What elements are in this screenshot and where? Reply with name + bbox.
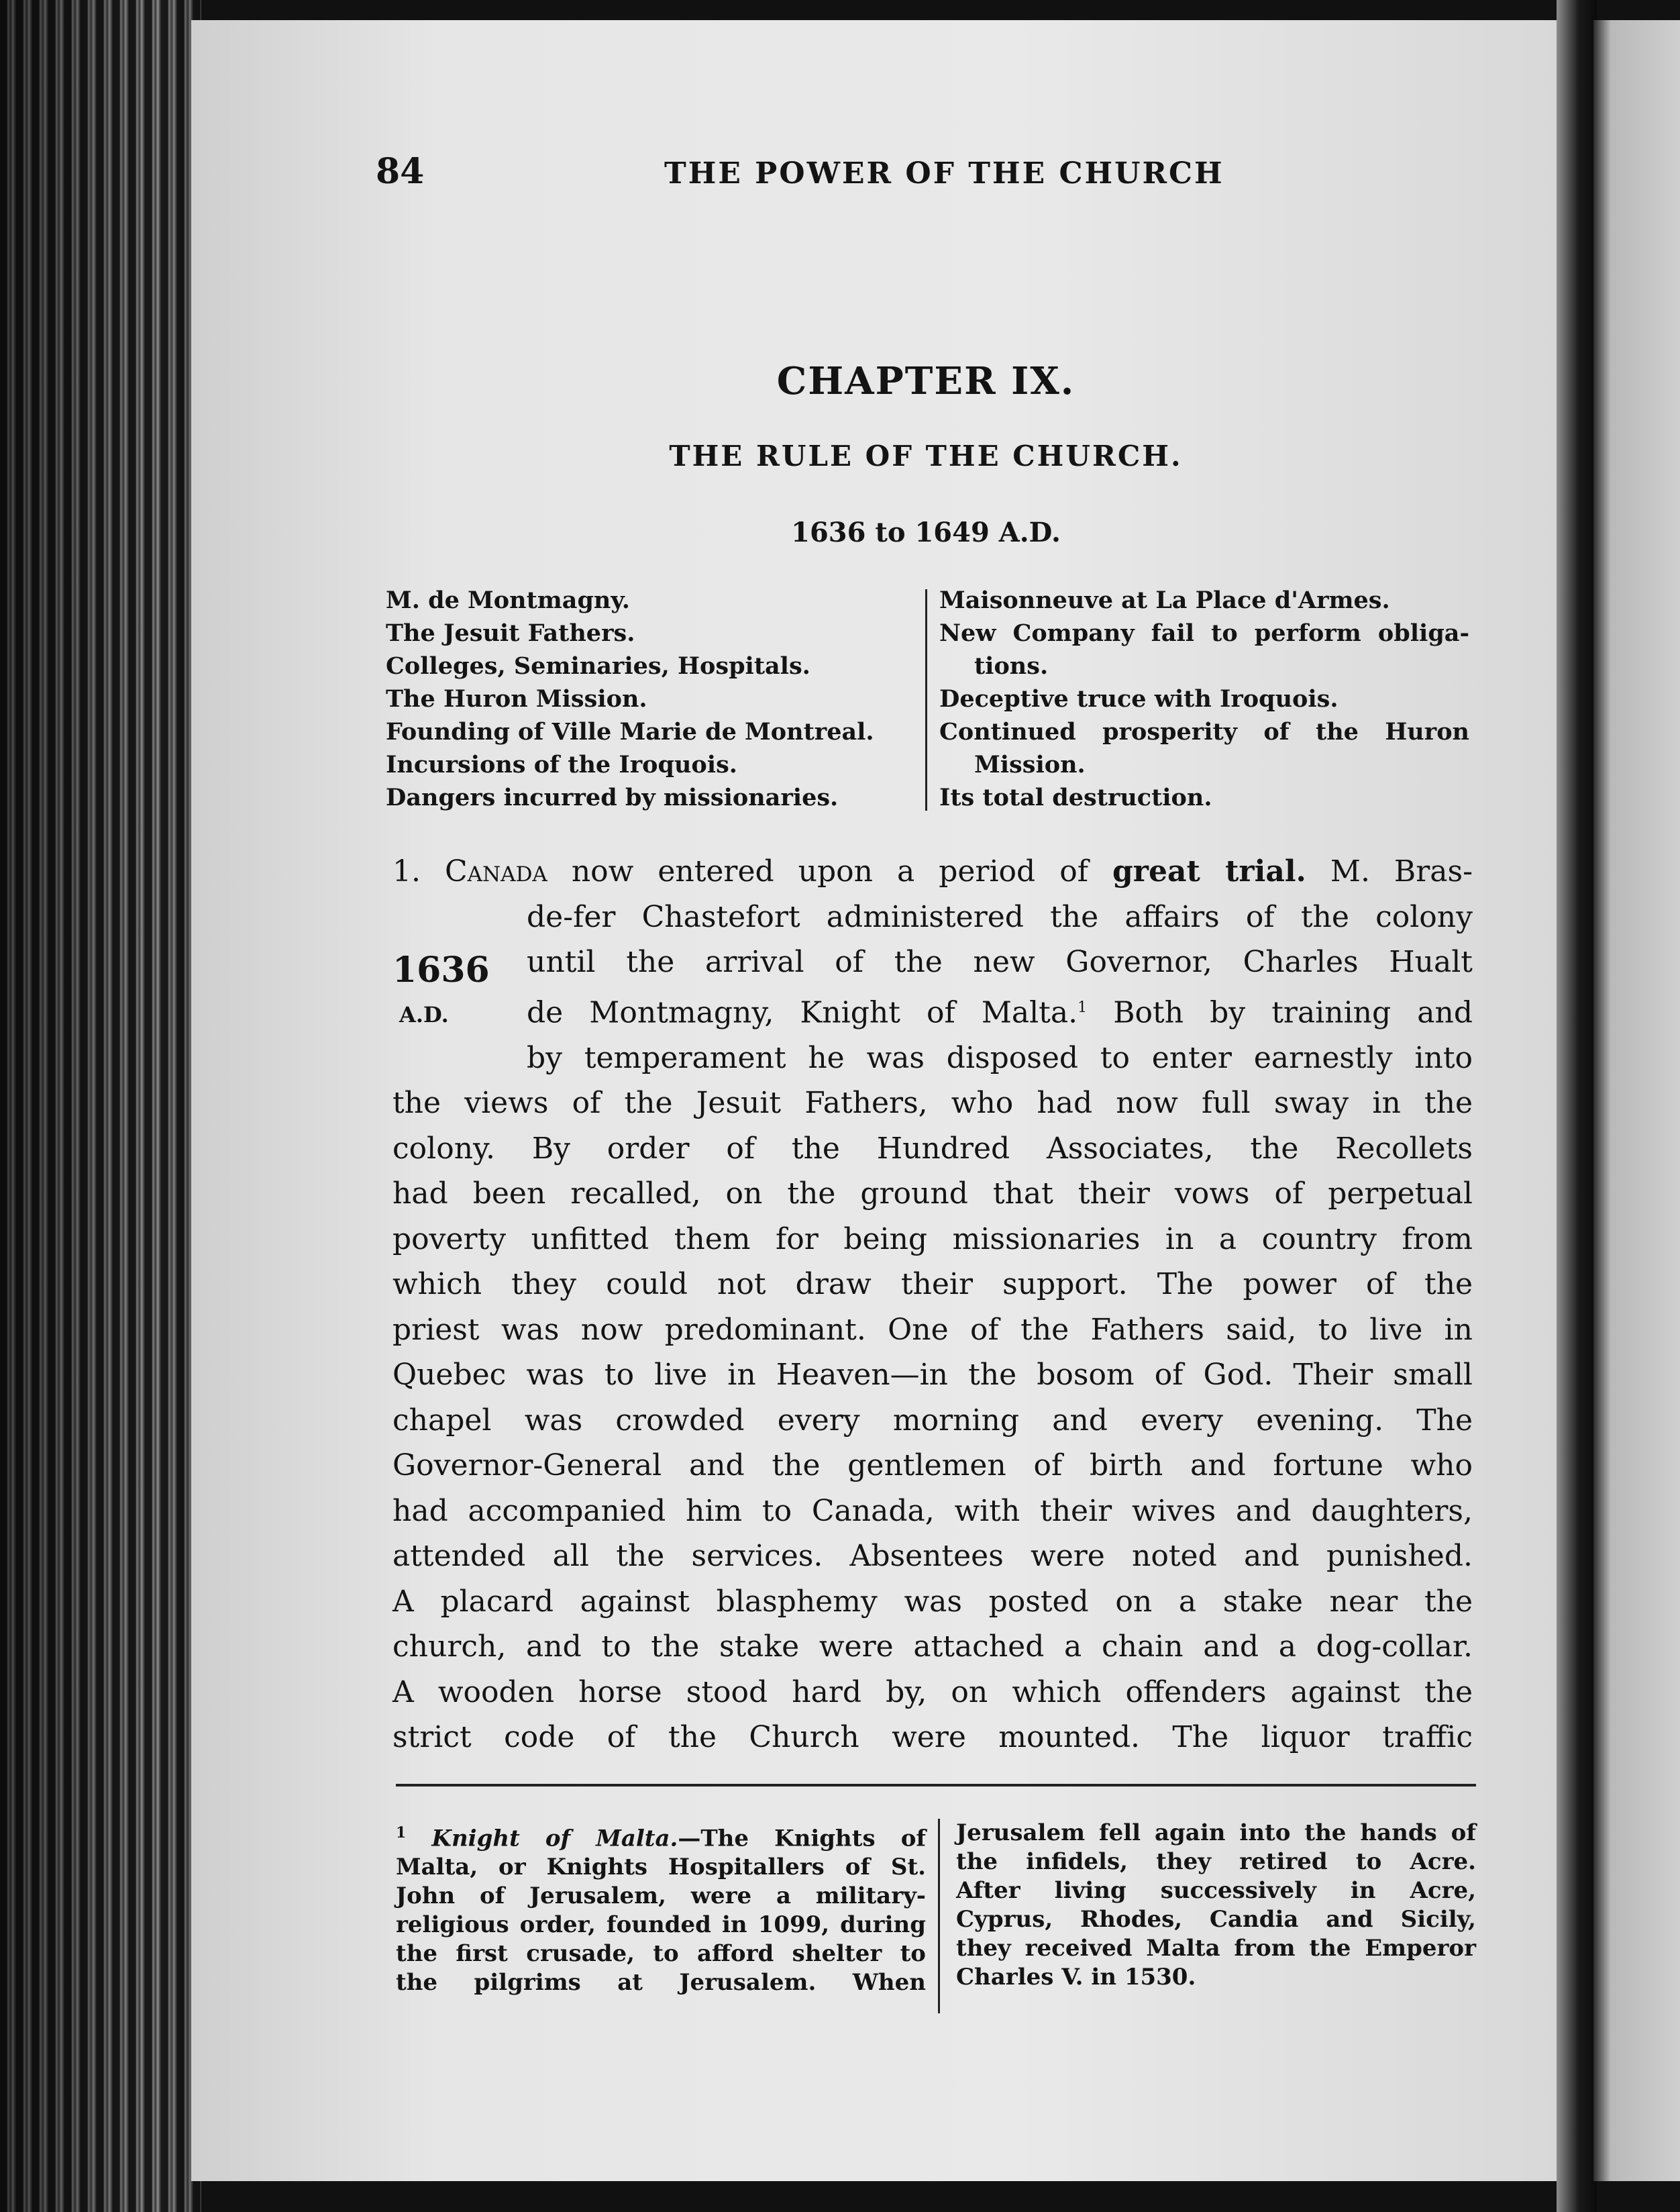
footnote-line: religious order, founded in 1099, during <box>396 1911 926 1939</box>
paragraph-line: 1. Canada now entered upon a period of great trial. M. Bras- <box>392 854 1473 889</box>
paragraph-line: strict code of the Church were mounted. The liquor traffic <box>392 1720 1473 1755</box>
paragraph-line: priest was now predominant. One of the Fathers said, to live in <box>392 1312 1473 1347</box>
paragraph-line: poverty unfitted them for being missionaries in a country from <box>392 1221 1473 1256</box>
paragraph-line: by temperament he was disposed to enter earnestly into <box>527 1040 1473 1075</box>
topics-divider <box>925 589 927 811</box>
chapter-title: THE RULE OF THE CHURCH. <box>669 440 1183 472</box>
running-title: THE POWER OF THE CHURCH <box>664 156 1224 191</box>
topic-item: Founding of Ville Marie de Montreal. <box>386 718 874 746</box>
topic-item: Its total destruction. <box>939 784 1212 811</box>
book-page-edges <box>0 0 201 2212</box>
topic-item-continued: Mission. <box>974 751 1086 778</box>
paragraph-number: 1. <box>392 854 421 889</box>
paragraph-line: de Montmagny, Knight of Malta.$^1$ Both by training and <box>527 995 1473 1030</box>
topic-item: New Company fail to perform obliga- <box>939 619 1469 647</box>
running-head <box>376 151 1355 211</box>
paragraph-line: until the arrival of the new Governor, Charles Hualt <box>527 945 1473 979</box>
paragraph-line: the views of the Jesuit Fathers, who had now full sway in the <box>392 1086 1473 1121</box>
paragraph-line: de-fer Chastefort administered the affairs of the colony <box>527 899 1473 934</box>
topic-item: Deceptive truce with Iroquois. <box>939 685 1338 713</box>
margin-era: A.D. <box>399 1002 449 1027</box>
footnote-line: After living successively in Acre, <box>956 1877 1476 1904</box>
footnote-right-column <box>956 1819 1476 1992</box>
body-paragraph <box>392 849 1473 1760</box>
footnote-divider <box>938 1819 940 2013</box>
footnote-left-column <box>396 1819 926 1997</box>
footnote-line: the infidels, they retired to Acre. <box>956 1848 1476 1875</box>
footnote-line: they received Malta from the Emperor <box>956 1935 1476 1962</box>
topic-item: The Huron Mission. <box>386 685 647 713</box>
footnote-line: the pilgrims at Jerusalem. When <box>396 1969 926 1997</box>
margin-year: 1636 <box>392 950 490 991</box>
topics-right-column <box>939 584 1469 814</box>
chapter-topics <box>386 584 1469 812</box>
footnote-line: Charles V. in 1530. <box>956 1964 1196 1991</box>
topic-item: Maisonneuve at La Place d'Armes. <box>939 587 1390 614</box>
paragraph-lead-word: Canada <box>445 854 547 889</box>
paragraph-line: had been recalled, on the ground that their vows of perpetual <box>392 1176 1473 1211</box>
paragraph-line: colony. By order of the Hundred Associates, the Recollets <box>392 1131 1473 1166</box>
footnote <box>396 1819 1476 2020</box>
facing-page-edge <box>1593 20 1680 2181</box>
paragraph-line: church, and to the stake were attached a chain and a dog-collar. <box>392 1629 1473 1664</box>
footnote-line: Jerusalem fell again into the hands of <box>956 1819 1476 1846</box>
paragraph-line: Governor-General and the gentlemen of birth and fortune who <box>392 1448 1473 1483</box>
paragraph-line: had accompanied him to Canada, with their wives and daughters, <box>392 1493 1473 1528</box>
footnote-line: Cyprus, Rhodes, Candia and Sicily, <box>956 1906 1476 1933</box>
paragraph-line: A placard against blasphemy was posted on a stake near the <box>392 1584 1473 1619</box>
paragraph-line: chapel was crowded every morning and every evening. The <box>392 1403 1473 1438</box>
topic-item: Continued prosperity of the Huron <box>939 718 1469 746</box>
topic-item: M. de Montmagny. <box>386 587 630 614</box>
footnote-line: $^1$ Knight of Malta.—The Knights of <box>396 1824 926 1852</box>
topic-item: Incursions of the Iroquois. <box>386 751 737 778</box>
topic-item: Colleges, Seminaries, Hospitals. <box>386 652 810 680</box>
book-gutter <box>1557 0 1597 2212</box>
footnote-term: Knight of Malta. <box>431 1825 678 1852</box>
paragraph-line: which they could not draw their support. The power of the <box>392 1267 1473 1302</box>
topic-item: Dangers incurred by missionaries. <box>386 784 839 811</box>
paragraph-line: A wooden horse stood hard by, on which offenders against the <box>392 1674 1473 1709</box>
page-number: 84 <box>376 151 425 192</box>
emphasis-text: great trial. <box>1112 854 1306 889</box>
footnote-line: John of Jerusalem, were a military- <box>396 1882 926 1910</box>
chapter-dates: 1636 to 1649 A.D. <box>791 517 1061 548</box>
chapter-number: CHAPTER IX. <box>776 359 1075 403</box>
footnote-reference[interactable]: 1 <box>1078 999 1088 1016</box>
paragraph-line: Quebec was to live in Heaven—in the bosom of God. Their small <box>392 1358 1473 1393</box>
topics-left-column <box>386 584 916 814</box>
footnote-rule <box>396 1784 1476 1787</box>
footnote-line: Malta, or Knights Hospitallers of St. <box>396 1854 926 1881</box>
paragraph-line: attended all the services. Absentees were noted and punished. <box>392 1539 1473 1574</box>
footnote-marker: 1 <box>396 1824 407 1842</box>
topic-item: The Jesuit Fathers. <box>386 619 635 647</box>
footnote-line: the first crusade, to afford shelter to <box>396 1940 926 1968</box>
topic-item-continued: tions. <box>974 652 1049 680</box>
